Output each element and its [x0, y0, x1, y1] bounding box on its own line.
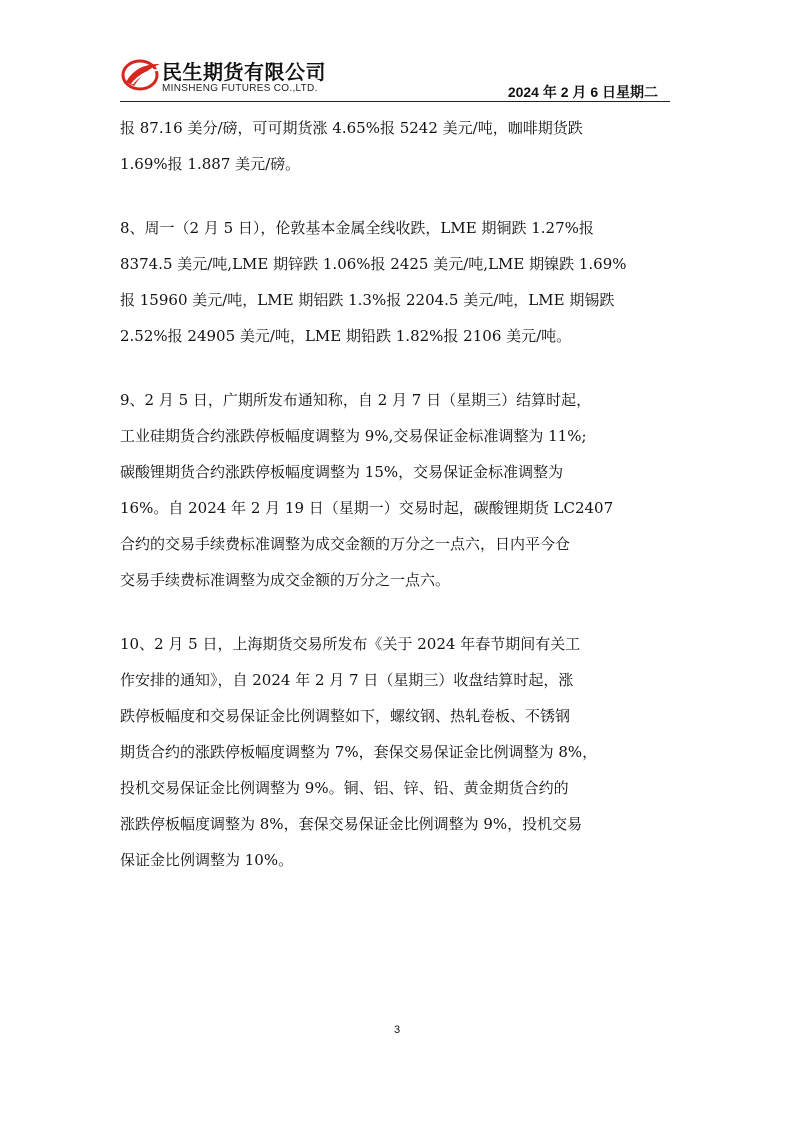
page-number: 3 — [393, 1024, 401, 1036]
paragraph-soft-commodities — [120, 110, 680, 182]
text-line: 16%。自 2024 年 2 月 19 日（星期一）交易时起，碳酸锂期货 LC2407 — [120, 499, 614, 517]
paragraph-item-9-gfex-notice — [120, 382, 680, 598]
page-header — [120, 52, 670, 102]
text-line: 8、周一（2 月 5 日），伦敦基本金属全线收跌，LME 期铜跌 1.27%报 — [120, 219, 594, 237]
paragraph-item-8-lme-metals — [120, 210, 680, 354]
text-line: 9、2 月 5 日，广期所发布通知称，自 2 月 7 日（星期三）结算时起， — [120, 391, 592, 409]
paragraph-item-10-shfe-notice — [120, 626, 680, 878]
minsheng-logo-icon — [120, 58, 162, 92]
text-line: 合约的交易手续费标准调整为成交金额的万分之一点六，日内平今仓 — [120, 535, 571, 553]
header-divider — [120, 101, 670, 102]
text-line: 8374.5 美元/吨,LME 期锌跌 1.06%报 2425 美元/吨,LME 期镍跌 1.69% — [120, 255, 627, 273]
text-line: 期货合约的涨跌停板幅度调整为 7%，套保交易保证金比例调整为 8%， — [120, 743, 598, 761]
report-date: 2024 年 2 月 6 日星期二 — [507, 84, 658, 100]
document-body — [120, 110, 680, 906]
text-line: 报 87.16 美分/磅，可可期货涨 4.65%报 5242 美元/吨，咖啡期货跌 — [120, 119, 583, 137]
text-line: 保证金比例调整为 10%。 — [120, 851, 294, 869]
text-line: 投机交易保证金比例调整为 9%。铜、铝、锌、铅、黄金期货合约的 — [120, 779, 569, 797]
text-line: 交易手续费标准调整为成交金额的万分之一点六。 — [120, 571, 451, 589]
text-line: 涨跌停板幅度调整为 8%，套保交易保证金比例调整为 9%，投机交易 — [120, 815, 583, 833]
text-line: 1.69%报 1.887 美元/磅。 — [120, 155, 301, 173]
company-name-en: MINSHENG FUTURES CO.,LTD. — [162, 83, 318, 94]
text-line: 2.52%报 24905 美元/吨，LME 期铅跌 1.82%报 2106 美元/吨。 — [120, 327, 572, 345]
company-name-cn: 民生期货有限公司 — [162, 60, 326, 84]
text-line: 10、2 月 5 日，上海期货交易所发布《关于 2024 年春节期间有关工 — [120, 635, 581, 653]
text-line: 作安排的通知》，自 2024 年 2 月 7 日（星期三）收盘结算时起，涨 — [120, 671, 574, 689]
text-line: 跌停板幅度和交易保证金比例调整如下，螺纹钢、热轧卷板、不锈钢 — [120, 707, 571, 725]
text-line: 碳酸锂期货合约涨跌停板幅度调整为 15%，交易保证金标准调整为 — [120, 463, 564, 481]
text-line: 工业硅期货合约涨跌停板幅度调整为 9%,交易保证金标准调整为 11%; — [120, 427, 587, 445]
text-line: 报 15960 美元/吨，LME 期铝跌 1.3%报 2204.5 美元/吨，LME 期锡跌 — [120, 291, 615, 309]
